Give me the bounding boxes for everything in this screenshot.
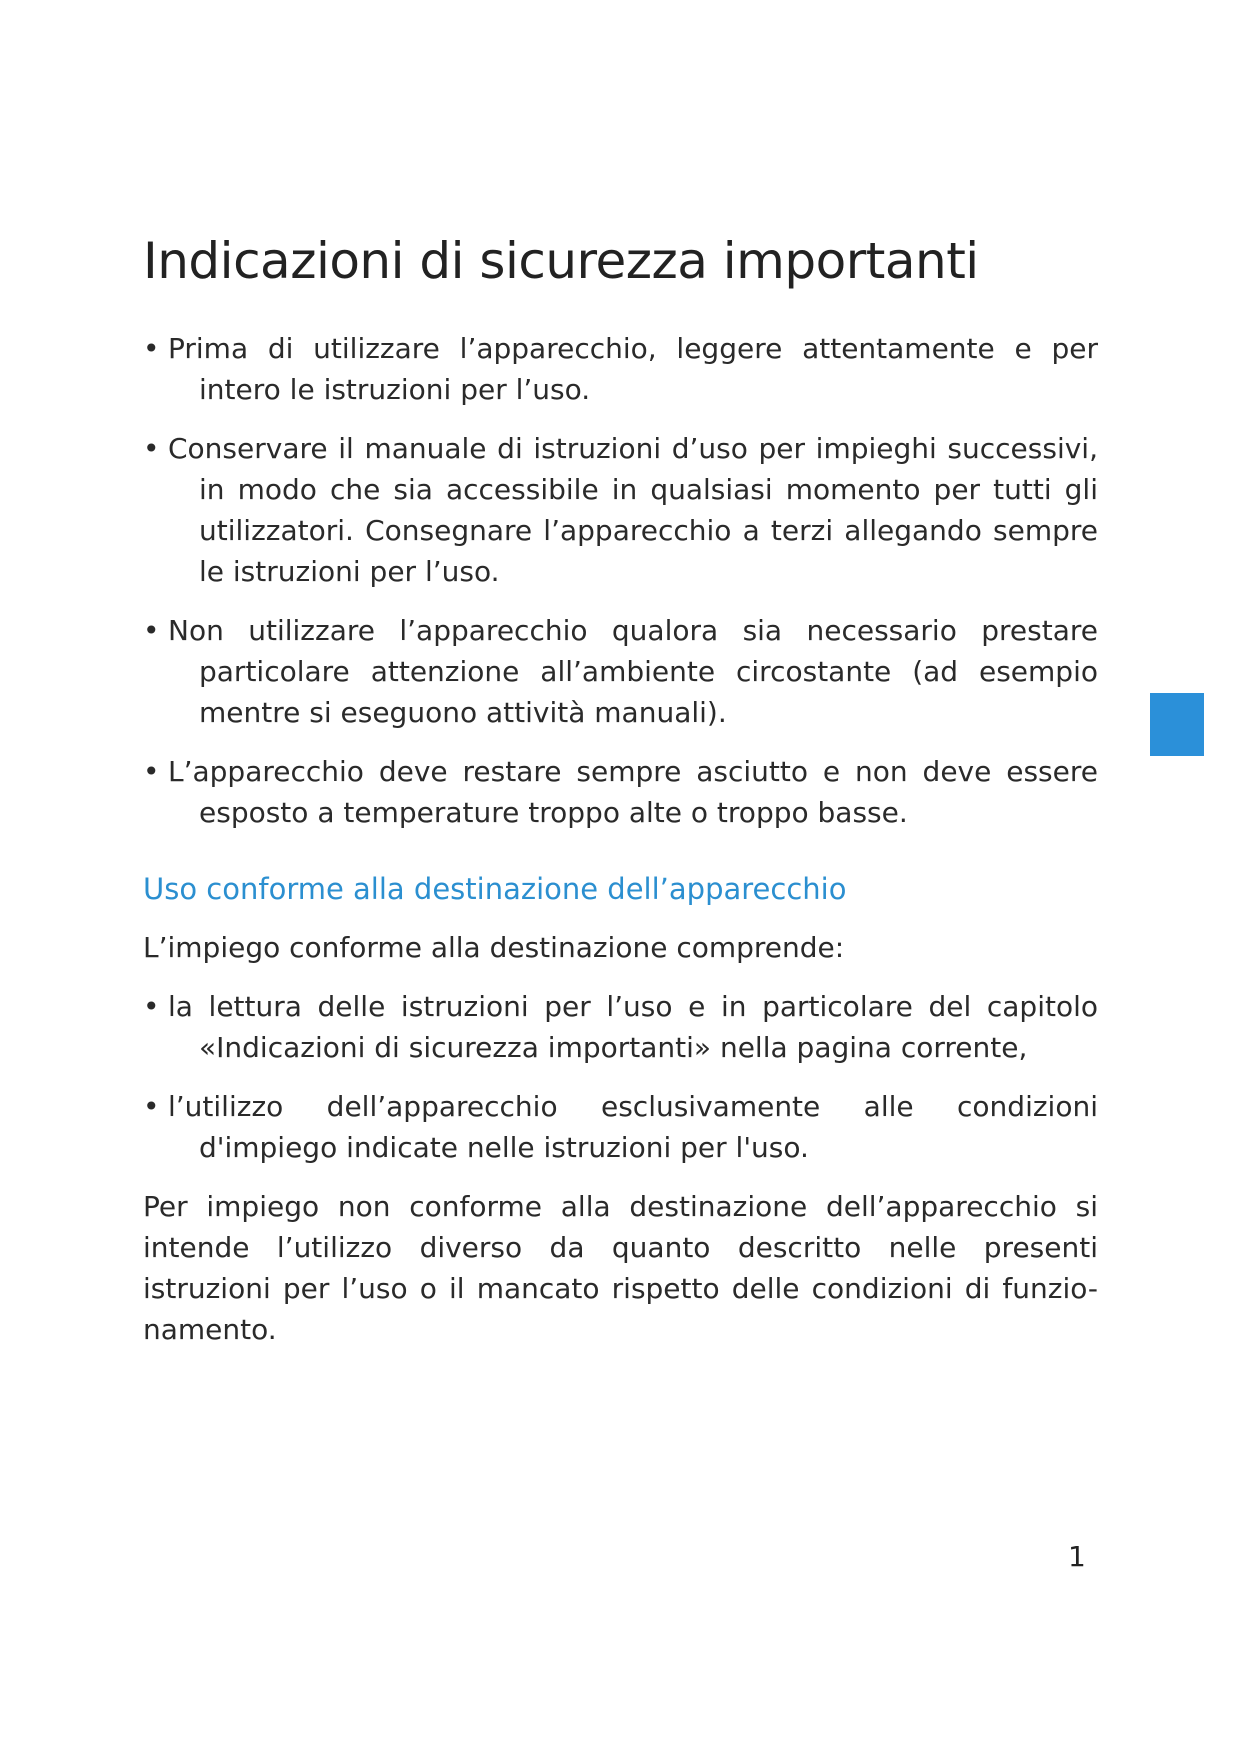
list-item (143, 610, 1098, 733)
safety-list (143, 328, 1098, 833)
list-item (143, 986, 1098, 1068)
list-item-text: l’utilizzo dell’apparecchio esclusivamente alle condizioni d'impiego indicate nelle istruzioni per l'uso. (168, 1090, 1098, 1164)
chapter-tab-marker (1150, 693, 1204, 756)
page-title: Indicazioni di sicurezza importanti (143, 232, 979, 290)
list-item-text: Non utilizzare l’apparecchio qualora sia necessario prestare particolare attenzione all’ambiente circostante (ad esempio mentre si eseguono attività manuali). (168, 614, 1098, 729)
list-item-text: L’apparecchio deve restare sempre asciutto e non deve essere esposto a temperature troppo alte o troppo basse. (168, 755, 1098, 829)
list-item (143, 1086, 1098, 1168)
list-item (143, 751, 1098, 833)
bullet-icon: • (143, 1090, 160, 1123)
list-item (143, 328, 1098, 410)
list-item (143, 428, 1098, 592)
list-item-text: Conservare il manuale di istruzioni d’uso per impieghi successivi, in modo che sia accessibile in qualsiasi momento per tutti gli utilizzatori. Consegnare l’apparecchio a terzi allegando sempre le istruzioni per l’uso. (168, 432, 1098, 588)
page-number: 1 (1068, 1540, 1086, 1573)
bullet-icon: • (143, 614, 160, 647)
closing-paragraph: Per impiego non conforme alla destinazione dell’apparecchio si intende l’utilizzo diverso da quanto descritto nelle presenti istruzioni per l’uso o il mancato rispetto delle condizioni di funzio-namento. (143, 1190, 1098, 1346)
page-content (143, 230, 1098, 1368)
section-heading: Uso conforme alla destinazione dell’apparecchio (143, 872, 847, 906)
list-item-text: Prima di utilizzare l’apparecchio, leggere attentamente e per intero le istruzioni per l’uso. (168, 332, 1098, 406)
bullet-icon: • (143, 990, 160, 1023)
bullet-icon: • (143, 755, 160, 788)
bullet-icon: • (143, 332, 160, 365)
list-item-text: la lettura delle istruzioni per l’uso e in particolare del capitolo «Indicazioni di sicurezza importanti» nella pagina corrente, (168, 990, 1098, 1064)
bullet-icon: • (143, 432, 160, 465)
usage-list (143, 986, 1098, 1168)
section-intro: L’impiego conforme alla destinazione comprende: (143, 931, 845, 964)
